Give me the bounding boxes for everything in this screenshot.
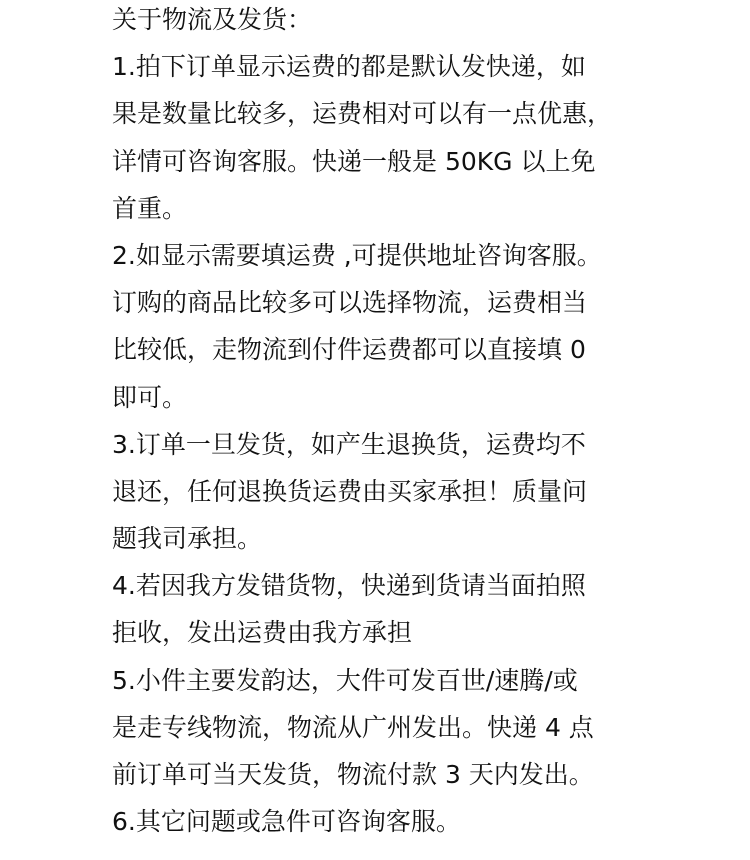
notice-line: 果是数量比较多，运费相对可以有一点优惠， xyxy=(112,99,613,129)
notice-line: 3.订单一旦发货，如产生退换货，运费均不 xyxy=(112,429,586,459)
notice-line: 退还，任何退换货运费由买家承担！质量问 xyxy=(112,476,588,506)
notice-line: 4.若因我方发错货物，快递到货请当面拍照 xyxy=(112,571,586,601)
notice-line: 详情可咨询客服。快递一般是 50KG 以上免 xyxy=(112,146,596,176)
notice-line: 是走专线物流，物流从广州发出。快递 4 点 xyxy=(112,712,594,742)
notice-line: 题我司承担。 xyxy=(112,524,263,554)
notice-line: 前订单可当天发货，物流付款 3 天内发出。 xyxy=(112,760,594,789)
notice-line: 比较低，走物流到付件运费都可以直接填 0 xyxy=(112,335,586,365)
notice-line: 6.其它问题或急件可咨询客服。 xyxy=(112,807,461,837)
notice-line: 1.拍下订单显示运费的都是默认发快递，如 xyxy=(112,52,586,82)
notice-line: 拒收，发出运费由我方承担 xyxy=(112,618,413,648)
notice-line: 首重。 xyxy=(112,193,188,223)
notice-line: 即可。 xyxy=(112,382,188,412)
notice-line: 订购的商品比较多可以选择物流，运费相当 xyxy=(112,288,588,318)
shipping-notice xyxy=(112,0,742,845)
notice-line: 2.如显示需要填运费 ,可提供地址咨询客服。 xyxy=(112,240,602,270)
notice-line: 5.小件主要发韵达，大件可发百世/速腾/或 xyxy=(112,665,578,695)
notice-title: 关于物流及发货： xyxy=(112,5,313,34)
